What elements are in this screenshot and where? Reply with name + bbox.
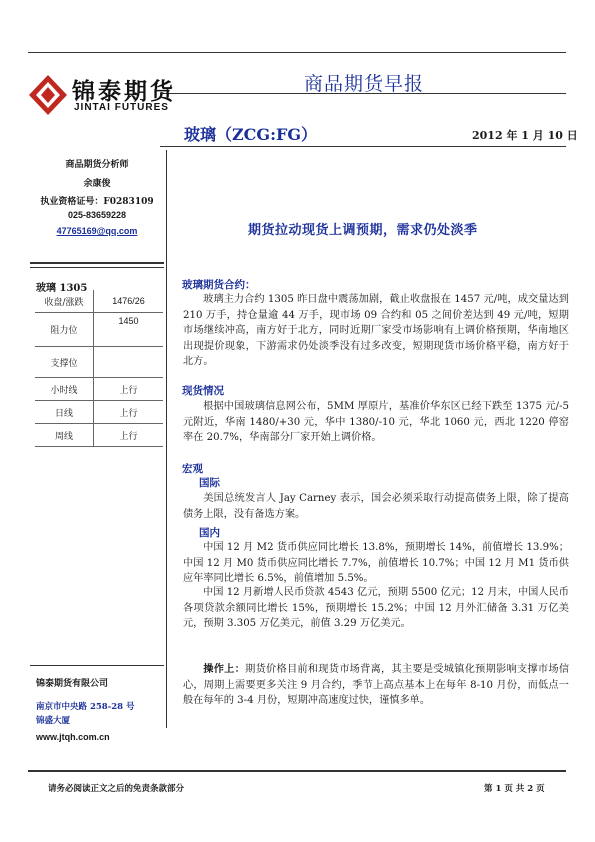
domestic-text-2: 中国 12 月新增人民币贷款 4543 亿元，预期 5500 亿元；12 月末，中国人民币各项贷款余额同比增长 15%，预期增长 15.2%；中国 12 月外汇储备 3.31 万亿美元，预期 3.305 万亿美元，前值 3.29 万亿美元。 [183,587,569,629]
spot-text: 根据中国玻璃信息网公布，5MM 厚原片，基准价华东区已经下跌至 1375 元/-5 元附近，华南 1480/+30 元，华中 1380/-10 元，华北 1060 元，西北 1220 停窑率在 20.7%，华南部分厂家开始上调价格。 [183,401,569,443]
analyst-title: 商品期货分析师 [65,160,129,170]
domestic-paragraph-2 [183,585,569,632]
table-row [35,401,163,424]
section-spot-heading: 现货情况 [182,385,224,397]
analyst-name: 余康俊 [83,179,111,189]
sidebar-rule-top [30,262,164,264]
spot-paragraph [183,399,569,446]
table-row [35,424,163,447]
company-name: 锦泰期货有限公司 [36,679,109,689]
contract-text: 玻璃主力合约 1305 昨日盘中震荡加剧，截止收盘报在 1457 元/吨，成交量达到 210 万手，持仓量逾 44 万手，现市场 09 合约和 05 之间价差达到 49 元/吨，短期市场继续冲高，南方好于北方，同时近期厂家受市场影响有上调价格预期，华南地区出现提价现象，下游需求仍处淡季没有过多改变，短期现货市场价格平稳，南方好于北方。 [183,294,569,367]
analyst-email-link[interactable]: 47765169@qq.com [56,226,138,236]
table-row [35,378,163,401]
contract-table [35,290,163,447]
logo-chinese-name: 锦泰期货 [72,79,176,105]
row-value: 上行 [94,401,164,424]
row-value: 上行 [94,424,164,447]
row-value: 上行 [94,378,164,401]
section-macro-heading: 宏观 [182,463,203,475]
operation-paragraph [183,662,569,709]
operation-heading: 操作上： [203,663,246,675]
report-date: 2012 年 1 月 10 日 [472,129,578,142]
company-rule-top [30,665,164,666]
footer-page-number: 第 1 页 共 2 页 [484,784,545,794]
operation-text: 期货价格目前和现货市场背离，其主要是受城镇化预期影响支撑市场信心，周期上需要更多关注 9 月合约，季节上高点基本上在每年 8-10 月份，而低点一般在每年的 3-4 月份，短期冲高速度过快，谨慎多单。 [183,664,570,706]
footer-disclaimer: 请务必阅读正文之后的免责条款部分 [48,784,185,794]
table-row [35,290,163,313]
international-text: 美国总统发言人 Jay Carney 表示，国会必须采取行动提高债务上限，除了提高债务上限，没有备选方案。 [183,493,569,520]
jintai-logo-icon [28,74,68,116]
contract-paragraph [183,292,569,370]
header-bottom-rule [160,146,566,147]
company-address-line-2: 锦盛大厦 [36,716,71,726]
logo-english-name: JINTAI FUTURES [74,102,169,113]
row-label: 支撑位 [35,347,94,378]
report-title: 商品期货早报 [304,73,425,95]
international-paragraph [183,491,569,522]
analyst-phone: 025-83659228 [67,210,127,220]
commodity-title: 玻璃（ZCG:FG） [184,125,318,144]
report-headline: 期货拉动现货上调预期，需求仍处淡季 [248,223,478,238]
contract-table-title: 玻璃 1305 [36,283,88,294]
row-value: 1476/26 [94,290,164,313]
domestic-paragraph-1 [183,540,569,587]
sidebar-rule-2 [30,267,164,268]
company-website-link[interactable]: www.jtqh.com.cn [36,732,110,742]
header-top-rule [28,52,566,53]
international-heading: 国际 [199,477,220,489]
domestic-heading: 国内 [199,527,220,539]
row-label: 小时线 [35,378,94,401]
table-row [35,313,163,347]
row-label: 阻力位 [35,313,94,347]
row-value [94,347,164,378]
footer-rule [28,770,566,772]
row-label: 周线 [35,424,94,447]
section-contract-heading: 玻璃期货合约： [182,279,256,291]
domestic-text-1: 中国 12 月 M2 货币供应同比增长 13.8%，预期增长 14%，前值增长 13.9%；中国 12 月 M0 货币供应同比增长 7.7%，前值增长 10.7%；中国 12 月 M1 货币供应年率同比增长 6.5%，前值增加 5.5%。 [183,542,569,584]
row-label: 收盘/涨跌 [35,290,94,313]
row-value: 1450 [94,313,164,347]
company-address-line-1: 南京市中央路 258-28 号 [36,702,135,712]
table-row [35,347,163,378]
sidebar-divider [166,150,167,728]
row-label: 日线 [35,401,94,424]
analyst-license: 执业资格证号：F0283109 [40,197,154,207]
